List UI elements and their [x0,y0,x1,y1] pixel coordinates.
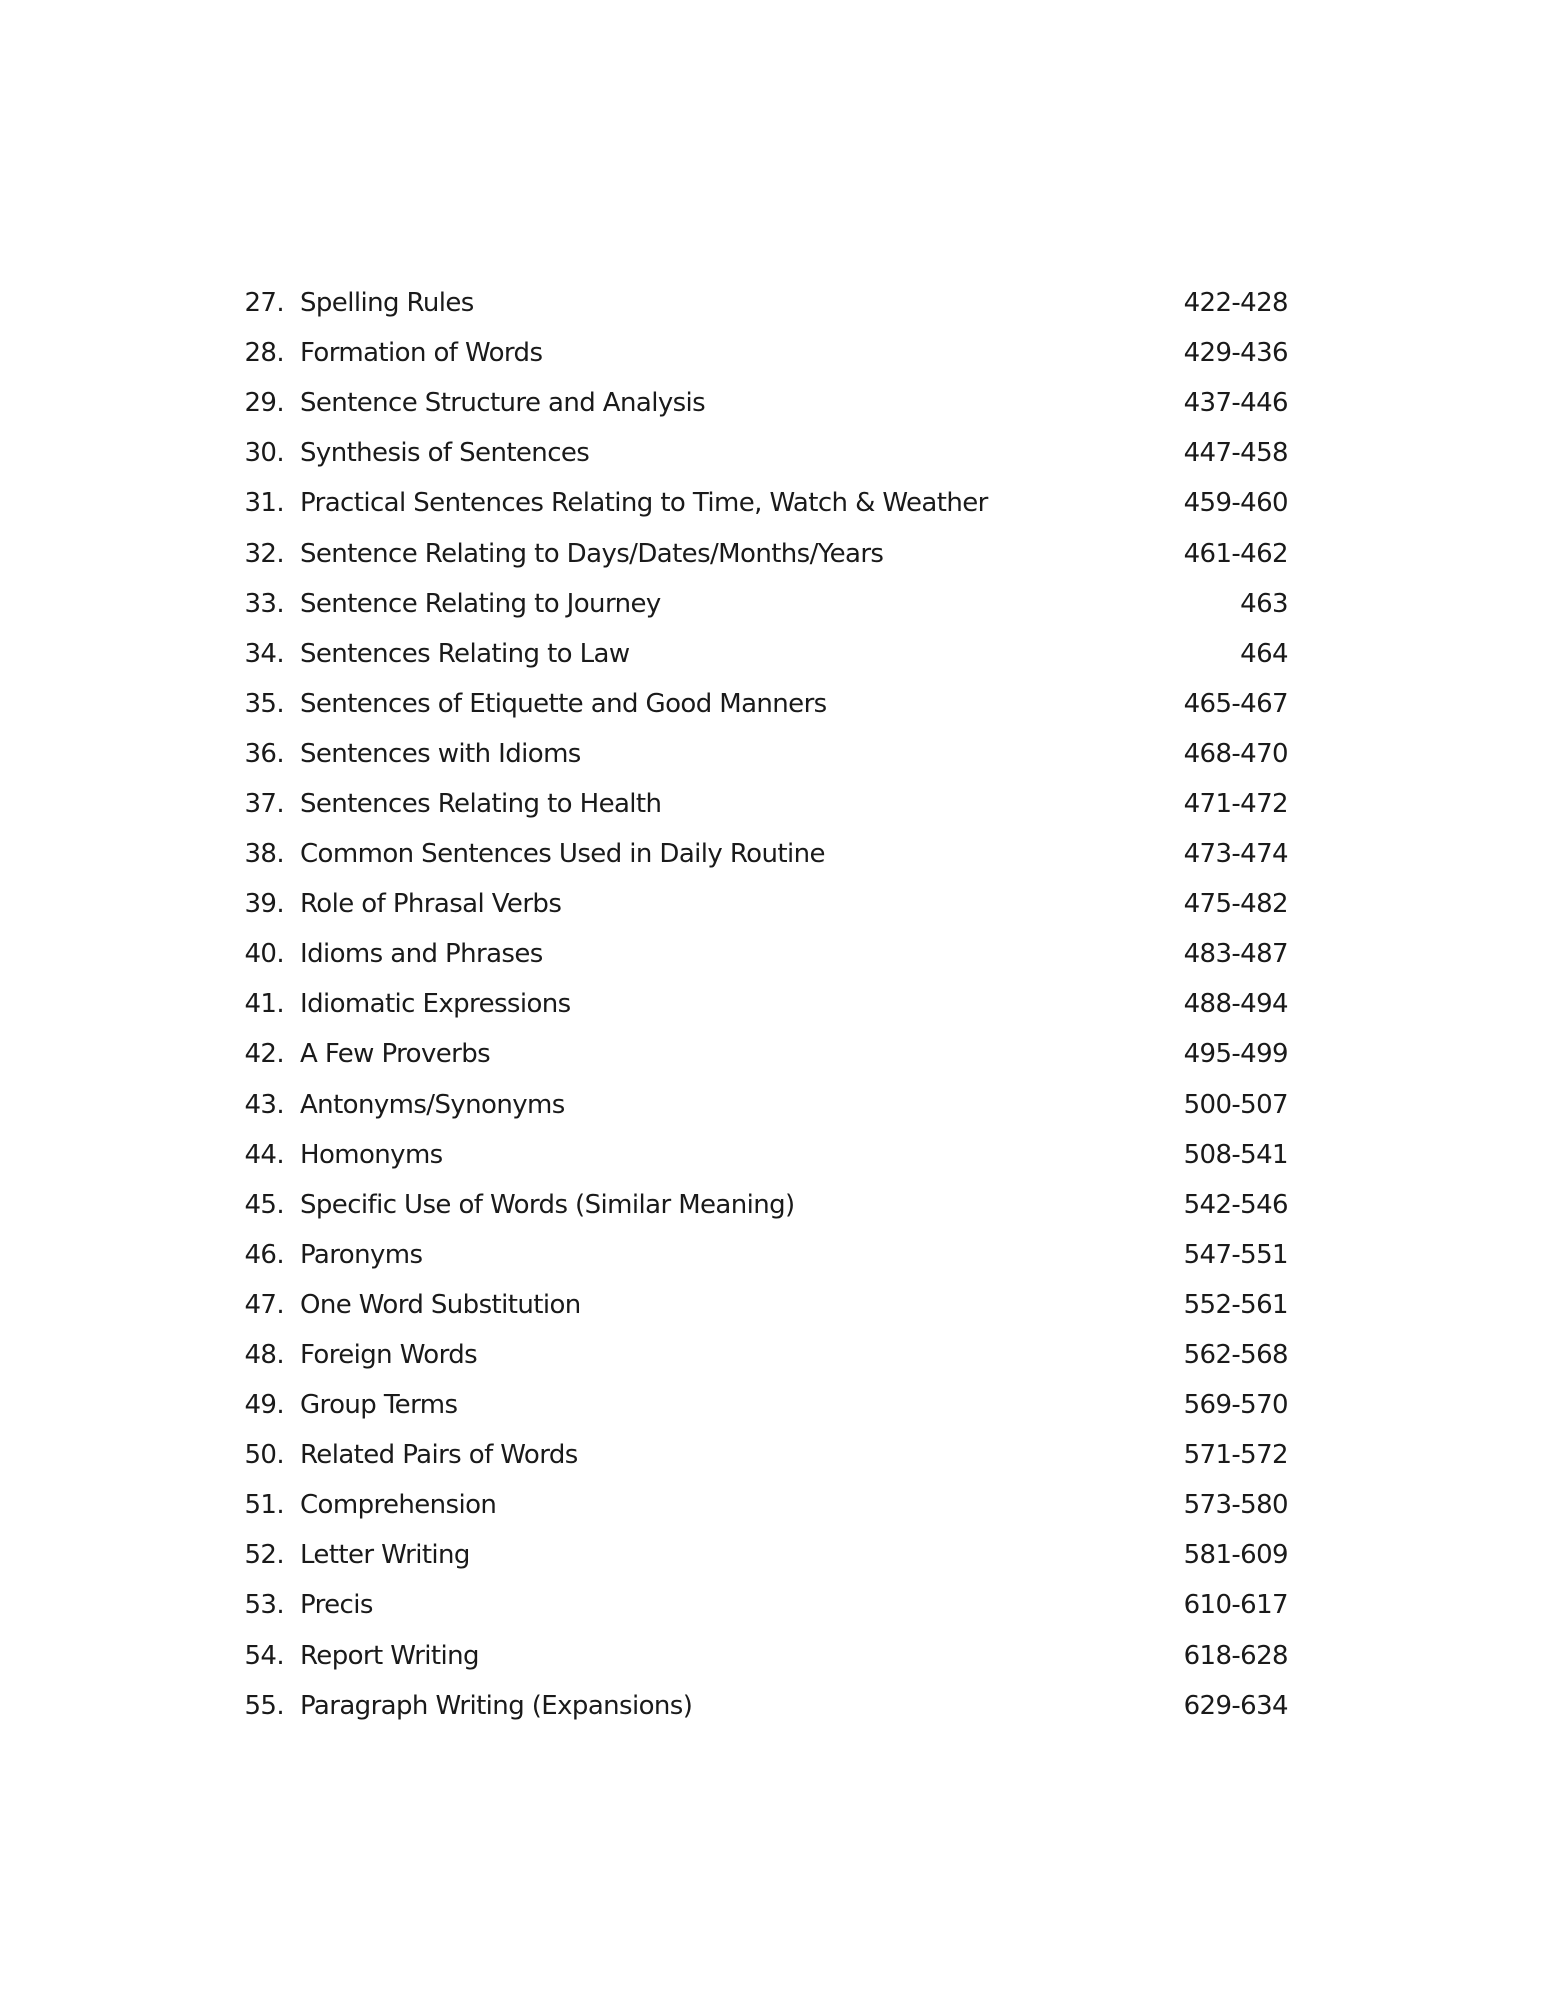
toc-entry [232,328,1288,378]
toc-entry [232,679,1288,729]
toc-entry [232,879,1288,929]
toc-entry-title: Antonyms/Synonyms [300,1089,565,1120]
toc-entry [232,629,1288,679]
toc-entry-number: 43. [244,1089,284,1120]
toc-entry [232,278,1288,328]
toc-entry-title: Idioms and Phrases [300,939,543,970]
toc-entry-number: 40. [244,939,284,970]
toc-entry-pages: 562-568 [1183,1340,1288,1371]
toc-entry-number: 44. [244,1139,284,1170]
toc-entry-number: 52. [244,1540,284,1571]
toc-entry-title: Related Pairs of Words [300,1440,578,1471]
toc-entry-title: Sentence Relating to Journey [300,588,661,619]
toc-entry-number: 33. [244,588,284,619]
toc-entry-title: Specific Use of Words (Similar Meaning) [300,1189,795,1220]
toc-entry-pages: 468-470 [1183,738,1288,769]
toc-entry-pages: 488-494 [1183,989,1288,1020]
toc-entry-number: 45. [244,1189,284,1220]
toc-entry-title: Spelling Rules [300,288,474,319]
toc-entry [232,528,1288,578]
toc-entry-title: Report Writing [300,1640,479,1671]
toc-entry-number: 39. [244,889,284,920]
toc-entry-number: 54. [244,1640,284,1671]
toc-entry-pages: 573-580 [1183,1490,1288,1521]
toc-entry-pages: 483-487 [1183,939,1288,970]
toc-entry-number: 51. [244,1490,284,1521]
toc-entry-title: One Word Substitution [300,1289,581,1320]
toc-entry [232,1130,1288,1180]
toc-entry [232,478,1288,528]
toc-entry-title: Sentences with Idioms [300,738,581,769]
toc-entry-title: Paronyms [300,1239,423,1270]
toc-entry-title: Comprehension [300,1490,497,1521]
toc-entry-pages: 581-609 [1183,1540,1288,1571]
toc-entry [232,1230,1288,1280]
toc-entry-title: Common Sentences Used in Daily Routine [300,839,825,870]
toc-entry-pages: 437-446 [1183,388,1288,419]
toc-entry [232,1029,1288,1079]
toc-entry-pages: 459-460 [1183,488,1288,519]
toc-entry-pages: 500-507 [1183,1089,1288,1120]
toc-entry-title: Precis [300,1590,373,1621]
toc-entry-title: Sentences of Etiquette and Good Manners [300,688,827,719]
toc-entry [232,1681,1288,1731]
toc-entry-number: 55. [244,1690,284,1721]
toc-entry-number: 38. [244,839,284,870]
toc-entry-title: Sentence Structure and Analysis [300,388,706,419]
toc-entry [232,979,1288,1029]
toc-entry-title: Synthesis of Sentences [300,438,590,469]
toc-entry-pages: 542-546 [1183,1189,1288,1220]
toc-entry-number: 48. [244,1340,284,1371]
toc-entry [232,929,1288,979]
toc-entry-pages: 447-458 [1183,438,1288,469]
toc-entry-number: 35. [244,688,284,719]
toc-entry-pages: 471-472 [1183,788,1288,819]
toc-entry-title: Idiomatic Expressions [300,989,571,1020]
toc-entry-pages: 422-428 [1183,288,1288,319]
toc-entry-pages: 475-482 [1183,889,1288,920]
toc-entry-number: 31. [244,488,284,519]
toc-entry [232,1631,1288,1681]
toc-entry-title: Paragraph Writing (Expansions) [300,1690,693,1721]
toc-entry-number: 27. [244,288,284,319]
toc-entry [232,1480,1288,1530]
toc-entry-pages: 495-499 [1183,1039,1288,1070]
toc-entry-title: Homonyms [300,1139,443,1170]
toc-entry-pages: 473-474 [1183,839,1288,870]
toc-entry-pages: 547-551 [1183,1239,1288,1270]
toc-entry-pages: 463 [1240,588,1288,619]
toc-entry-number: 30. [244,438,284,469]
toc-entry-pages: 629-634 [1183,1690,1288,1721]
toc-entry-pages: 465-467 [1183,688,1288,719]
toc-entry-title: A Few Proverbs [300,1039,491,1070]
toc-entry [232,1180,1288,1230]
toc-entry-number: 36. [244,738,284,769]
toc-entry-number: 53. [244,1590,284,1621]
toc-entry-title: Group Terms [300,1390,458,1421]
toc-entry-pages: 429-436 [1183,338,1288,369]
toc-entry-title: Letter Writing [300,1540,470,1571]
toc-entry-title: Sentence Relating to Days/Dates/Months/Years [300,538,884,569]
table-of-contents [232,278,1288,1731]
toc-entry [232,729,1288,779]
toc-entry-title: Formation of Words [300,338,543,369]
toc-entry [232,1280,1288,1330]
toc-entry-number: 42. [244,1039,284,1070]
toc-entry [232,1580,1288,1630]
toc-entry-pages: 508-541 [1183,1139,1288,1170]
toc-entry-number: 49. [244,1390,284,1421]
toc-entry-title: Role of Phrasal Verbs [300,889,562,920]
toc-entry-title: Foreign Words [300,1340,478,1371]
toc-entry-number: 41. [244,989,284,1020]
toc-entry-number: 29. [244,388,284,419]
toc-entry [232,579,1288,629]
toc-entry-pages: 461-462 [1183,538,1288,569]
toc-entry-pages: 571-572 [1183,1440,1288,1471]
toc-entry-title: Practical Sentences Relating to Time, Watch & Weather [300,488,988,519]
toc-entry-number: 32. [244,538,284,569]
toc-entry [232,1080,1288,1130]
toc-entry [232,829,1288,879]
toc-entry [232,1330,1288,1380]
toc-entry [232,428,1288,478]
toc-entry-pages: 464 [1240,638,1288,669]
toc-entry [232,378,1288,428]
toc-entry-pages: 618-628 [1183,1640,1288,1671]
toc-entry [232,1430,1288,1480]
toc-entry-number: 50. [244,1440,284,1471]
toc-entry-number: 34. [244,638,284,669]
toc-entry-number: 37. [244,788,284,819]
toc-entry-pages: 569-570 [1183,1390,1288,1421]
toc-entry [232,1380,1288,1430]
toc-entry-number: 28. [244,338,284,369]
toc-entry-pages: 610-617 [1183,1590,1288,1621]
toc-entry-title: Sentences Relating to Law [300,638,630,669]
toc-entry-number: 47. [244,1289,284,1320]
toc-entry-pages: 552-561 [1183,1289,1288,1320]
toc-entry [232,1530,1288,1580]
toc-entry [232,779,1288,829]
toc-entry-number: 46. [244,1239,284,1270]
toc-entry-title: Sentences Relating to Health [300,788,662,819]
